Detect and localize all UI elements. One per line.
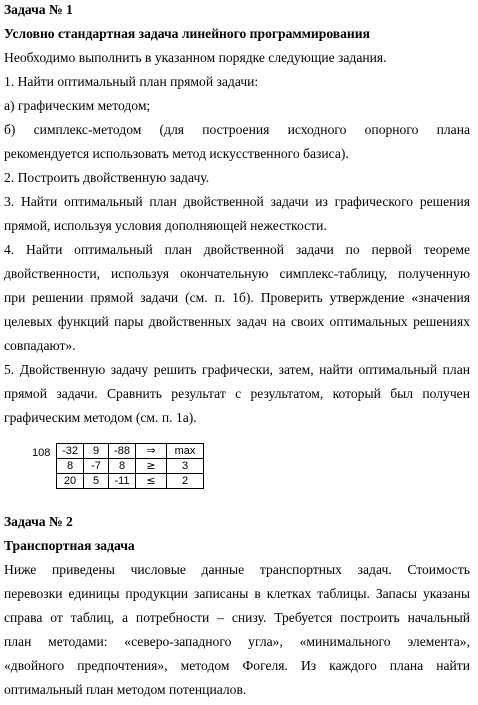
- table-cell: 8: [57, 459, 84, 474]
- table-cell: 5: [84, 474, 109, 489]
- task1-item1: 1. Найти оптимальный план прямой задачи:: [4, 74, 259, 89]
- table-cell: -88: [109, 444, 136, 459]
- table-cell: 3: [167, 459, 204, 474]
- task1-intro: Необходимо выполнить в указанном порядке следующие задания.: [4, 50, 387, 65]
- task1-item3-line1: 3. Найти оптимальный план двойственной задачи из графического решения: [4, 194, 470, 209]
- task2-paragraph-line6: оптимальный план методом потенциалов.: [4, 682, 247, 697]
- task2-paragraph-line5: «двойного предпочтения», методом Фогеля. Из каждого плана найти: [4, 658, 470, 673]
- table-row: [57, 459, 204, 474]
- table-cell: max: [167, 444, 204, 459]
- table-cell: 2: [167, 474, 204, 489]
- task1-item4-line2: двойственности, используя окончательную симплекс-таблицу, полученную: [4, 266, 470, 281]
- task1-item1b-line2: рекомендуется использовать метод искусственного базиса).: [4, 146, 349, 161]
- table-cell: -7: [84, 459, 109, 474]
- task1-heading: Задача № 1: [4, 2, 73, 17]
- task2-paragraph-line4: план методами: «северо-западного угла», «минимального элемента»,: [4, 634, 470, 649]
- lp-data-table: [56, 443, 204, 489]
- task1-item3-line2: прямой, используя условия дополняющей нежесткости.: [4, 218, 327, 233]
- task1-item5-line2: прямой задачи. Сравнить результат с результатом, который был получен: [4, 386, 470, 401]
- task2-paragraph-line2: перевозки единицы продукции записаны в клетках таблицы. Запасы указаны: [4, 586, 470, 601]
- table-row: [57, 444, 204, 459]
- table-cell: 9: [84, 444, 109, 459]
- task2-paragraph-line1: Ниже приведены числовые данные транспортных задач. Стоимость: [4, 562, 470, 577]
- task1-item1b-line1: б) симплекс-методом (для построения исходного опорного плана: [4, 122, 470, 137]
- task1-item1a: а) графическим методом;: [4, 98, 151, 113]
- task1-subheading: Условно стандартная задача линейного программирования: [4, 26, 370, 41]
- task1-item4-line1: 4. Найти оптимальный план двойственной задачи по первой теореме: [4, 242, 470, 257]
- task2-paragraph-line3: справа от таблиц, а потребности – снизу. Требуется построить начальный: [4, 610, 470, 625]
- table-cell: ≤: [136, 474, 167, 489]
- table-cell: -32: [57, 444, 84, 459]
- table-row: [57, 474, 204, 489]
- table-cell: ≥: [136, 459, 167, 474]
- task1-item4-line3: при решении прямой задачи (см. п. 1б). Проверить утверждение «значения: [4, 290, 470, 305]
- table-cell: 20: [57, 474, 84, 489]
- task1-item4-line5: совпадают».: [4, 338, 76, 353]
- table-cell: ⇒: [136, 444, 167, 459]
- table-cell: 8: [109, 459, 136, 474]
- task2-subheading: Транспортная задача: [4, 538, 135, 553]
- task1-item5-line1: 5. Двойственную задачу решить графически, затем, найти оптимальный план: [4, 362, 470, 377]
- task1-item5-line3: графическим методом (см. п. 1а).: [4, 410, 197, 425]
- task2-heading: Задача № 2: [4, 514, 73, 529]
- table-cell: -11: [109, 474, 136, 489]
- task1-item4-line4: целевых функций пары двойственных задач на своих оптимальных решениях: [4, 314, 470, 329]
- variant-number: 108: [32, 447, 51, 459]
- task1-item2: 2. Построить двойственную задачу.: [4, 170, 210, 185]
